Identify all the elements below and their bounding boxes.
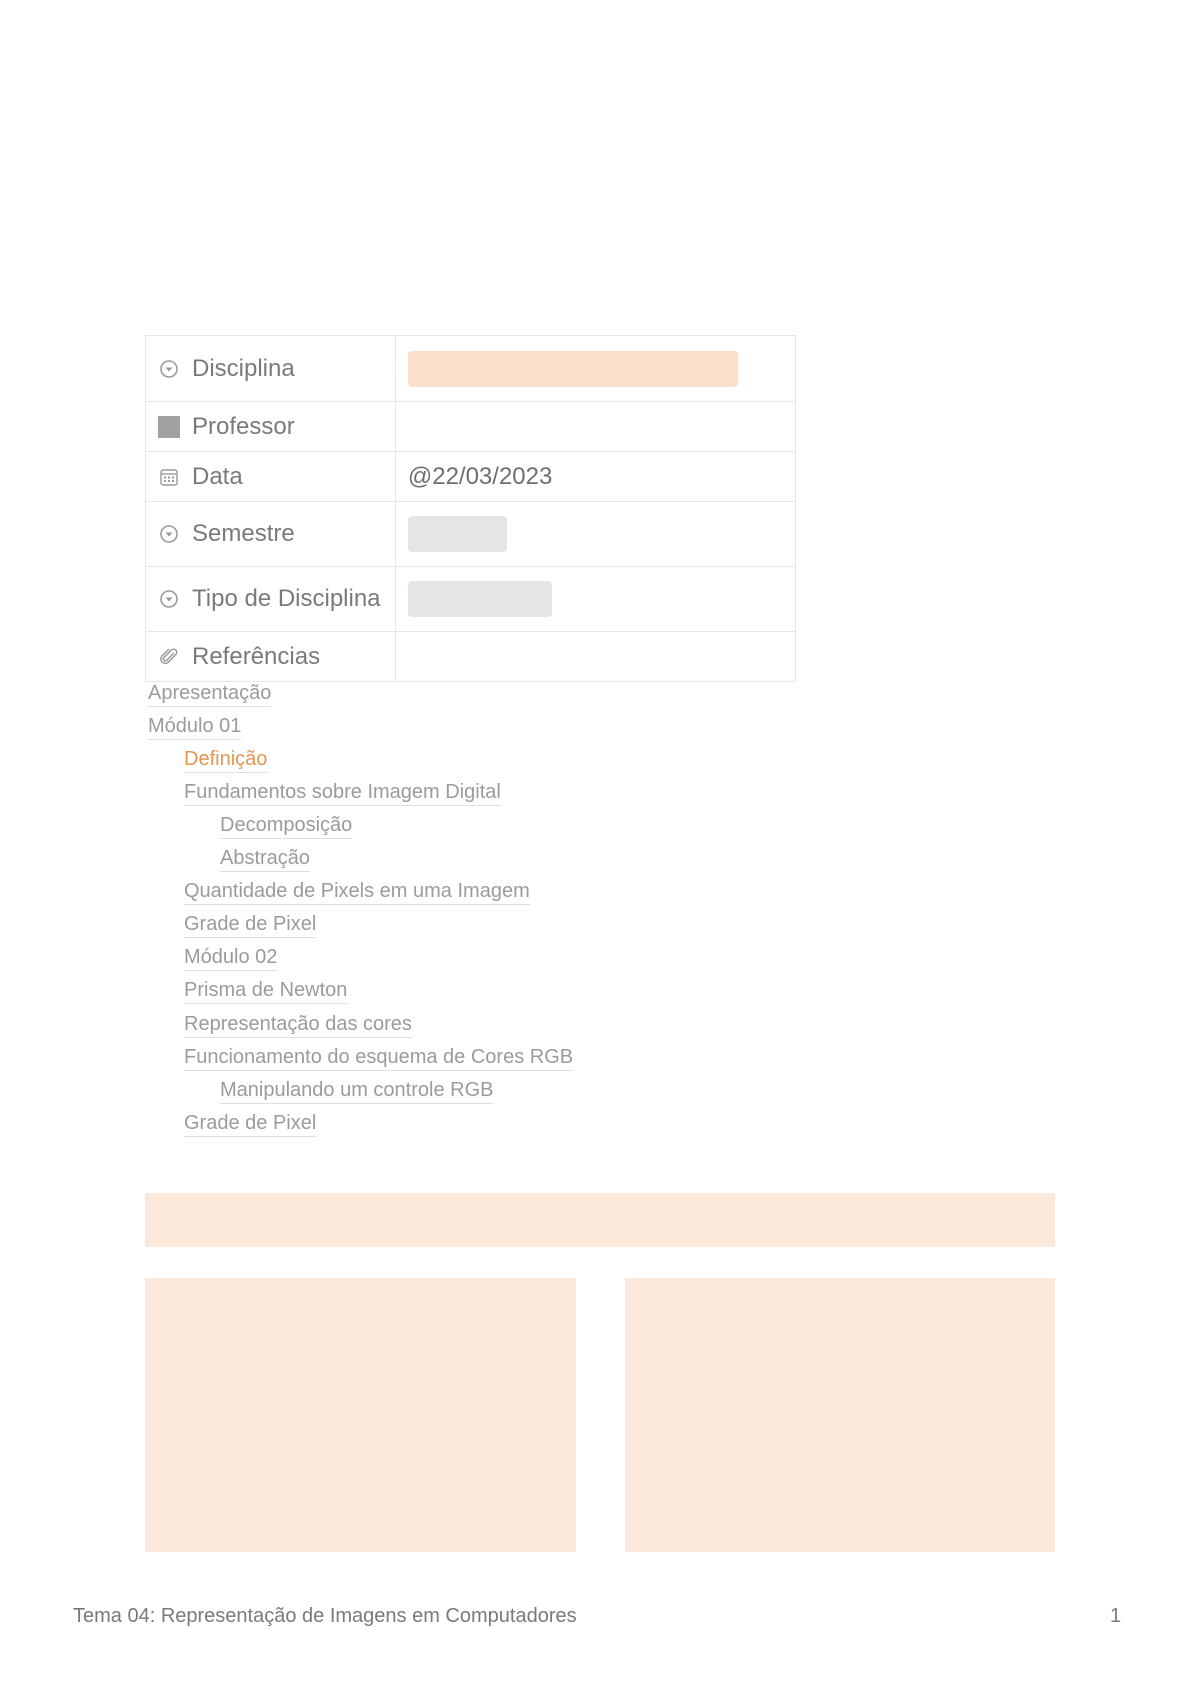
footer-title: Tema 04: Representação de Imagens em Computadores bbox=[73, 1605, 577, 1627]
paperclip-icon bbox=[158, 646, 180, 668]
toc-link-grade-de-pixel[interactable]: Grade de Pixel bbox=[184, 912, 316, 938]
properties-table bbox=[145, 335, 796, 682]
image-placeholder-left bbox=[145, 1278, 576, 1552]
toc-link-controle-rgb[interactable]: Manipulando um controle RGB bbox=[220, 1078, 493, 1104]
semestre-select-tag[interactable] bbox=[408, 516, 507, 552]
professor-value[interactable] bbox=[395, 402, 795, 452]
property-label: Tipo de Disciplina bbox=[192, 585, 381, 612]
date-mention[interactable]: @22/03/2023 bbox=[407, 462, 553, 490]
select-icon bbox=[158, 588, 180, 610]
disciplina-select-tag[interactable] bbox=[408, 351, 738, 387]
select-icon bbox=[158, 523, 180, 545]
toc-link-quantidade-pixels[interactable]: Quantidade de Pixels em uma Imagem bbox=[184, 879, 530, 905]
property-label: Referências bbox=[192, 642, 321, 670]
property-label: Disciplina bbox=[192, 354, 295, 382]
select-icon bbox=[158, 358, 180, 380]
toc-link-prisma-de-newton[interactable]: Prisma de Newton bbox=[184, 978, 347, 1004]
property-row-tipo-de-disciplina bbox=[146, 567, 796, 632]
property-row-referencias bbox=[146, 632, 796, 682]
property-row-professor bbox=[146, 402, 796, 452]
toc-link-definicao[interactable]: Definição bbox=[184, 747, 267, 773]
toc-link-fundamentos[interactable]: Fundamentos sobre Imagem Digital bbox=[184, 780, 501, 806]
toc-link-modulo-01[interactable]: Módulo 01 bbox=[148, 714, 241, 740]
disciplina-value[interactable] bbox=[395, 336, 795, 402]
image-placeholder-right bbox=[625, 1278, 1055, 1552]
header-block bbox=[145, 1193, 1055, 1247]
toc-link-abstracao[interactable]: Abstração bbox=[220, 846, 310, 872]
property-row-disciplina bbox=[146, 336, 796, 402]
referencias-value[interactable] bbox=[395, 632, 795, 682]
tipo-de-disciplina-select-tag[interactable] bbox=[408, 581, 552, 617]
property-label: Semestre bbox=[192, 520, 295, 547]
toc-link-apresentacao[interactable]: Apresentação bbox=[148, 681, 271, 707]
property-label: Data bbox=[192, 462, 243, 490]
page-number: 1 bbox=[1110, 1605, 1122, 1627]
toc-link-grade-de-pixel-2[interactable]: Grade de Pixel bbox=[184, 1111, 316, 1137]
data-value[interactable] bbox=[395, 452, 795, 502]
property-row-data bbox=[146, 452, 796, 502]
person-icon bbox=[158, 416, 180, 438]
property-label: Professor bbox=[192, 412, 295, 440]
semestre-value[interactable] bbox=[395, 502, 795, 567]
tipo-de-disciplina-value[interactable] bbox=[395, 567, 795, 632]
toc-link-esquema-rgb[interactable]: Funcionamento do esquema de Cores RGB bbox=[184, 1045, 573, 1071]
toc-link-representacao-cores[interactable]: Representação das cores bbox=[184, 1012, 412, 1038]
toc-link-modulo-02[interactable]: Módulo 02 bbox=[184, 945, 277, 971]
calendar-icon bbox=[158, 466, 180, 488]
toc-link-decomposicao[interactable]: Decomposição bbox=[220, 813, 352, 839]
property-row-semestre bbox=[146, 502, 796, 567]
